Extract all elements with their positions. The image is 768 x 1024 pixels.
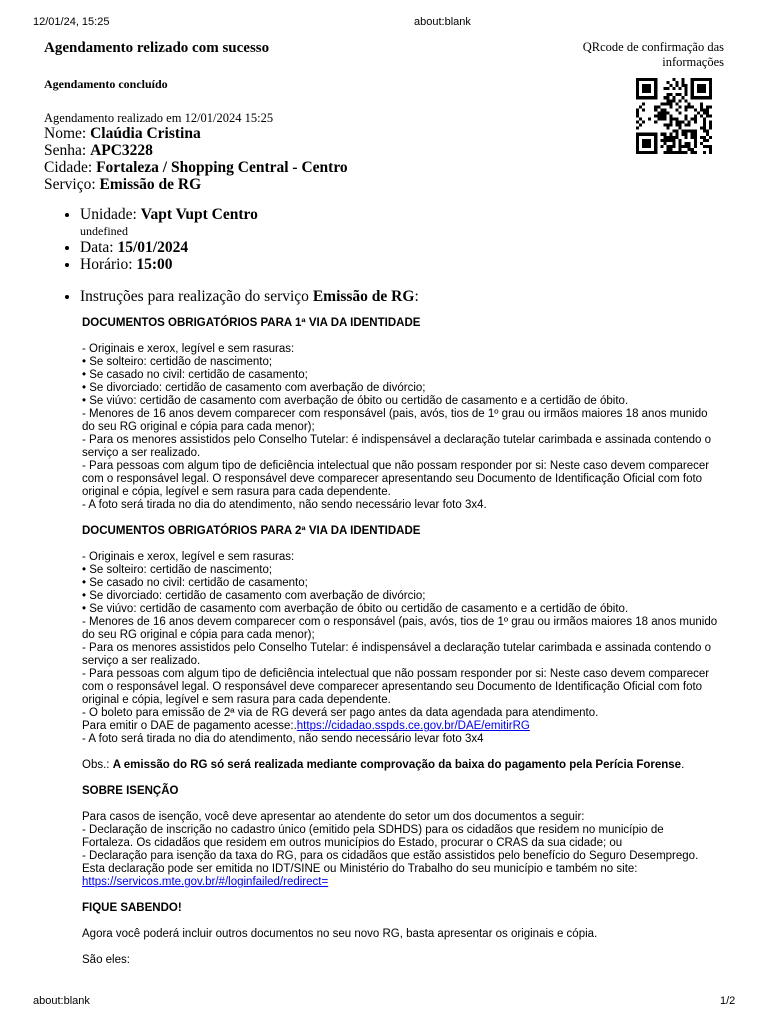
print-header-title: about:blank bbox=[414, 16, 471, 28]
doc1-line: do seu RG original e cópia para cada menor); bbox=[82, 421, 315, 433]
detail-data bbox=[80, 239, 258, 256]
doc2-foto-line: - A foto será tirada no dia do atendimento, não sendo necessário levar foto 3x4 bbox=[82, 733, 484, 745]
detail-data-label: Data: bbox=[80, 239, 114, 256]
doc2-list bbox=[82, 551, 732, 720]
field-cidade-label: Cidade: bbox=[44, 159, 93, 176]
field-nome-value: Claúdia Cristina bbox=[90, 125, 201, 142]
field-nome-label: Nome: bbox=[44, 125, 87, 142]
instructions-label: Instruções para realização do serviço bbox=[80, 288, 309, 305]
doc1-line: • Se solteiro: certidão de nascimento; bbox=[82, 356, 273, 368]
dae-prefix: Para emitir o DAE de pagamento acesse:. bbox=[82, 720, 297, 732]
field-cidade bbox=[44, 159, 348, 177]
detail-unidade-value: Vapt Vupt Centro bbox=[140, 206, 258, 223]
doc1-line: - A foto será tirada no dia do atendimento, não sendo necessário levar foto 3x4. bbox=[82, 499, 487, 511]
doc1-heading: DOCUMENTOS OBRIGATÓRIOS PARA 1ª VIA DA IDENTIDADE bbox=[82, 317, 421, 329]
doc1-line: - Originais e xerox, legível e sem rasuras: bbox=[82, 343, 295, 355]
fique-text: Agora você poderá incluir outros documentos no seu novo RG, basta apresentar os originais e cópia. bbox=[82, 928, 598, 940]
isencao-line: - Declaração de inscrição no cadastro único (emitido pela SDHDS) para os cidadãos que residem no município de bbox=[82, 824, 664, 836]
field-senha bbox=[44, 142, 153, 160]
dae-line bbox=[82, 720, 732, 733]
obs-text: A emissão do RG só será realizada mediante comprovação da baixa do pagamento pela Perícia Forense bbox=[112, 759, 682, 771]
doc1-line: • Se viúvo: certidão de casamento com averbação de óbito ou certidão de casamento e a certidão de óbito. bbox=[82, 395, 629, 407]
appointment-details bbox=[44, 206, 258, 273]
detail-data-value: 15/01/2024 bbox=[117, 239, 189, 256]
isencao-line: - Declaração para isenção da taxa do RG, para os cidadãos que estão assistidos pelo benefício do Seguro Desemprego. bbox=[82, 850, 699, 862]
field-servico-value: Emissão de RG bbox=[99, 176, 202, 193]
mte-link[interactable]: https://servicos.mte.gov.br/#/loginfailed/redirect= bbox=[82, 876, 329, 888]
field-nome bbox=[44, 125, 201, 143]
doc2-line: do seu RG original e cópia para cada menor); bbox=[82, 629, 315, 641]
field-senha-label: Senha: bbox=[44, 142, 87, 159]
qr-caption: QRcode de confirmação das informações bbox=[582, 40, 724, 69]
doc2-line: serviço a ser realizado. bbox=[82, 655, 201, 667]
undefined-text: undefined bbox=[80, 224, 128, 238]
scheduled-at: Agendamento realizado em 12/01/2024 15:25 bbox=[44, 111, 274, 125]
doc2-line: - Originais e xerox, legível e sem rasuras: bbox=[82, 551, 295, 563]
isencao-line: Esta declaração pode ser emitida no IDT/SINE ou Ministério do Trabalho do seu município e também no site: bbox=[82, 863, 638, 875]
doc1-list bbox=[82, 343, 732, 512]
doc2-heading: DOCUMENTOS OBRIGATÓRIOS PARA 2ª VIA DA IDENTIDADE bbox=[82, 525, 421, 537]
doc2-line: - Para os menores assistidos pelo Conselho Tutelar: é indispensável a declaração tutelar carimbada e assinada contendo o bbox=[82, 642, 712, 654]
doc2-line: • Se solteiro: certidão de nascimento; bbox=[82, 564, 273, 576]
isencao-list bbox=[82, 811, 732, 876]
print-header-datetime: 12/01/24, 15:25 bbox=[33, 16, 110, 28]
fique-heading: FIQUE SABENDO! bbox=[82, 902, 182, 914]
instructions-body bbox=[82, 317, 732, 967]
doc1-line: • Se divorciado: certidão de casamento com averbação de divórcio; bbox=[82, 382, 426, 394]
qr-code bbox=[636, 78, 712, 154]
doc1-line: - Para os menores assistidos pelo Conselho Tutelar: é indispensável a declaração tutelar carimbada e assinada contendo o bbox=[82, 434, 712, 446]
doc2-line: com o responsável legal. O responsável deve comparecer apresentando seu Documento de Identificação Oficial com foto bbox=[82, 681, 703, 693]
doc1-line: - Menores de 16 anos devem comparecer com responsável (pais, avós, tios de 1º grau ou irmãos maiores 18 anos munido bbox=[82, 408, 708, 420]
dae-link[interactable]: https://cidadao.sspds.ce.gov.br/DAE/emitirRG bbox=[296, 720, 530, 732]
field-senha-value: APC3228 bbox=[90, 142, 153, 159]
field-servico-label: Serviço: bbox=[44, 176, 96, 193]
instructions-item bbox=[80, 288, 419, 305]
isencao-line: Para casos de isenção, você deve apresentar ao atendente do setor um dos documentos a seguir: bbox=[82, 811, 585, 823]
doc1-line: com o responsável legal. O responsável deve comparecer apresentando seu Documento de Identificação Oficial com foto bbox=[82, 473, 703, 485]
isencao-line: Fortaleza. Os cidadãos que residem em outros municípios do Estado, procurar o CRAS da sua cidade; ou bbox=[82, 837, 623, 849]
instructions-suffix: : bbox=[414, 288, 419, 305]
page-title: Agendamento relizado com sucesso bbox=[44, 40, 270, 56]
detail-unidade bbox=[80, 206, 258, 239]
doc2-line: • Se divorciado: certidão de casamento com averbação de divórcio; bbox=[82, 590, 426, 602]
detail-unidade-label: Unidade: bbox=[80, 206, 137, 223]
isencao-heading: SOBRE ISENÇÃO bbox=[82, 785, 179, 797]
doc2-line: - Para pessoas com algum tipo de deficiência intelectual que não possam responder por si: Neste caso devem comparecer bbox=[82, 668, 710, 680]
subtitle: Agendamento concluído bbox=[44, 77, 168, 91]
field-cidade-value: Fortaleza / Shopping Central - Centro bbox=[96, 159, 348, 176]
obs-suffix: . bbox=[681, 759, 685, 771]
field-servico bbox=[44, 176, 201, 194]
print-footer-url: about:blank bbox=[33, 995, 90, 1007]
instructions-service: Emissão de RG bbox=[312, 288, 415, 305]
doc1-line: serviço a ser realizado. bbox=[82, 447, 201, 459]
doc2-line: • Se viúvo: certidão de casamento com averbação de óbito ou certidão de casamento e a certidão de óbito. bbox=[82, 603, 629, 615]
print-footer-page: 1/2 bbox=[720, 995, 736, 1007]
detail-horario-label: Horário: bbox=[80, 256, 133, 273]
doc1-line: original e cópia, legível e sem rasura para cada dependente. bbox=[82, 486, 391, 498]
instructions-list bbox=[44, 288, 419, 305]
obs-line bbox=[82, 759, 732, 772]
doc1-line: - Para pessoas com algum tipo de deficiência intelectual que não possam responder por si: Neste caso devem comparecer bbox=[82, 460, 710, 472]
sao-eles: São eles: bbox=[82, 954, 130, 966]
doc2-line: original e cópia, legível e sem rasura para cada dependente. bbox=[82, 694, 391, 706]
doc2-line: - O boleto para emissão de 2ª via de RG deverá ser pago antes da data agendada para atendimento. bbox=[82, 707, 599, 719]
doc1-line: • Se casado no civil: certidão de casamento; bbox=[82, 369, 308, 381]
obs-prefix: Obs.: bbox=[82, 759, 113, 771]
doc2-line: - Menores de 16 anos devem comparecer com o responsável (pais, avós, tios de 1º grau ou irmãos maiores 18 anos munido bbox=[82, 616, 718, 628]
doc2-line: • Se casado no civil: certidão de casamento; bbox=[82, 577, 308, 589]
detail-horario bbox=[80, 256, 258, 273]
detail-horario-value: 15:00 bbox=[136, 256, 173, 273]
